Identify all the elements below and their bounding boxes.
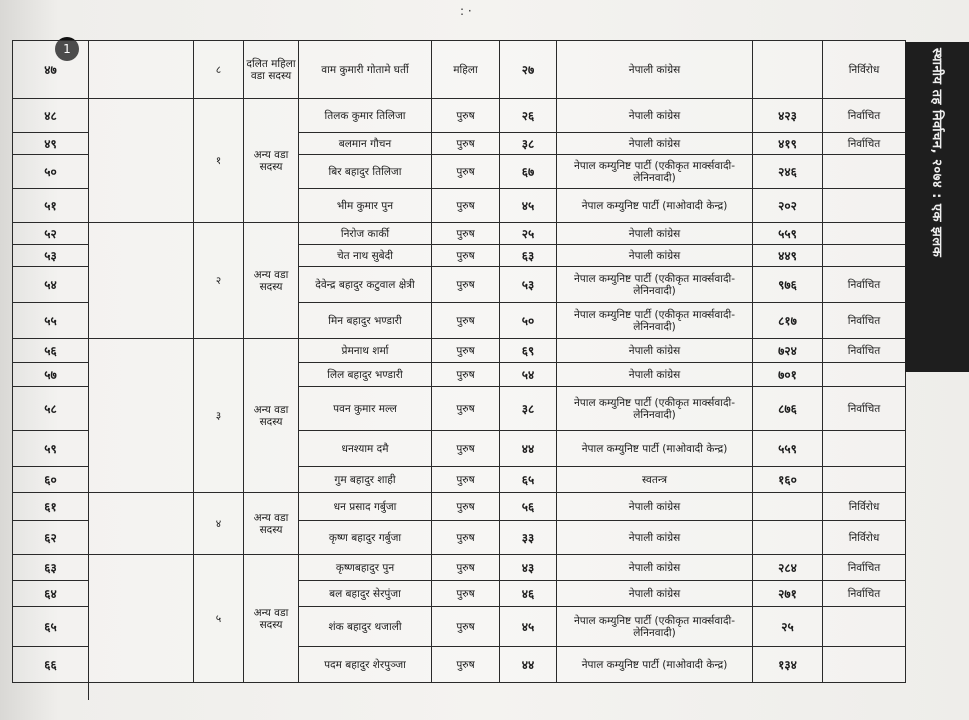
election-results-table [12, 40, 906, 683]
candidate-name-cell: धनश्याम दमै [299, 431, 432, 467]
blank-cell [89, 223, 194, 339]
votes-cell: ८७६ [753, 387, 823, 431]
serial-number-cell: ६३ [13, 555, 89, 581]
gender-cell: पुरुष [432, 521, 500, 555]
table-row [13, 99, 906, 133]
result-cell [823, 155, 906, 189]
result-cell [823, 245, 906, 267]
votes-cell: ५५९ [753, 223, 823, 245]
post-cell: अन्य वडा सदस्य [244, 339, 299, 493]
serial-number-cell: ४७ [13, 41, 89, 99]
gender-cell: पुरुष [432, 555, 500, 581]
gender-cell: महिला [432, 41, 500, 99]
votes-cell: ४२३ [753, 99, 823, 133]
result-cell [823, 431, 906, 467]
votes-cell: ४४९ [753, 245, 823, 267]
result-cell: निर्वाचित [823, 133, 906, 155]
candidate-name-cell: बल बहादुर सेरपुंजा [299, 581, 432, 607]
gender-cell: पुरुष [432, 189, 500, 223]
votes-cell: ७०१ [753, 363, 823, 387]
votes-cell: १३४ [753, 647, 823, 683]
candidate-name-cell: भीम कुमार पुन [299, 189, 432, 223]
result-cell: निर्वाचित [823, 267, 906, 303]
age-cell: ४६ [500, 581, 557, 607]
serial-number-cell: ५७ [13, 363, 89, 387]
serial-number-cell: ६६ [13, 647, 89, 683]
age-cell: ५६ [500, 493, 557, 521]
votes-cell: ५५९ [753, 431, 823, 467]
result-cell: निर्वाचित [823, 555, 906, 581]
result-cell [823, 467, 906, 493]
post-cell: अन्य वडा सदस्य [244, 99, 299, 223]
gender-cell: पुरुष [432, 303, 500, 339]
candidate-name-cell: पवन कुमार मल्ल [299, 387, 432, 431]
serial-number-cell: ५६ [13, 339, 89, 363]
ward-number-cell: ३ [194, 339, 244, 493]
age-cell: ४५ [500, 607, 557, 647]
blank-cell [89, 555, 194, 683]
ink-specks: : · [460, 4, 472, 18]
table-row [13, 223, 906, 245]
age-cell: ६७ [500, 155, 557, 189]
party-cell: नेपाली कांग्रेस [557, 363, 753, 387]
candidate-name-cell: शंक बहादुर थजाली [299, 607, 432, 647]
serial-number-cell: ५८ [13, 387, 89, 431]
votes-cell: ९७६ [753, 267, 823, 303]
party-cell: नेपाल कम्युनिष्ट पार्टी (एकीकृत मार्क्सवादी-लेनिनवादी) [557, 303, 753, 339]
result-cell [823, 223, 906, 245]
result-cell: निर्वाचित [823, 339, 906, 363]
gender-cell: पुरुष [432, 647, 500, 683]
candidate-name-cell: कृष्णबहादुर पुन [299, 555, 432, 581]
age-cell: ४५ [500, 189, 557, 223]
party-cell: स्वतन्त्र [557, 467, 753, 493]
age-cell: ४४ [500, 647, 557, 683]
ward-number-cell: १ [194, 99, 244, 223]
serial-number-cell: ५० [13, 155, 89, 189]
gender-cell: पुरुष [432, 581, 500, 607]
result-cell: निर्विरोध [823, 493, 906, 521]
party-cell: नेपाली कांग्रेस [557, 581, 753, 607]
table-row [13, 339, 906, 363]
header-strip-text: स्थानीय तह निर्वाचन, २०७४ : एक झलक [929, 48, 944, 258]
gender-cell: पुरुष [432, 223, 500, 245]
serial-number-cell: ५४ [13, 267, 89, 303]
blank-cell [89, 41, 194, 99]
post-cell: अन्य वडा सदस्य [244, 493, 299, 555]
candidate-name-cell: लिल बहादुर भण्डारी [299, 363, 432, 387]
party-cell: नेपाली कांग्रेस [557, 339, 753, 363]
party-cell: नेपाली कांग्रेस [557, 99, 753, 133]
gender-cell: पुरुष [432, 387, 500, 431]
age-cell: २७ [500, 41, 557, 99]
candidate-name-cell: बलमान गौचन [299, 133, 432, 155]
votes-cell: २४६ [753, 155, 823, 189]
serial-number-cell: ५९ [13, 431, 89, 467]
votes-cell [753, 41, 823, 99]
candidate-name-cell: चेत नाथ सुबेदी [299, 245, 432, 267]
ward-number-cell: ४ [194, 493, 244, 555]
table-row [13, 493, 906, 521]
result-cell: निर्विरोध [823, 41, 906, 99]
serial-number-cell: ६२ [13, 521, 89, 555]
votes-cell: ८१७ [753, 303, 823, 339]
result-cell: निर्वाचित [823, 99, 906, 133]
votes-cell [753, 493, 823, 521]
party-cell: नेपाल कम्युनिष्ट पार्टी (एकीकृत मार्क्सवादी-लेनिनवादी) [557, 387, 753, 431]
age-cell: ६५ [500, 467, 557, 493]
result-cell [823, 607, 906, 647]
party-cell: नेपाली कांग्रेस [557, 493, 753, 521]
serial-number-cell: ५५ [13, 303, 89, 339]
party-cell: नेपाल कम्युनिष्ट पार्टी (एकीकृत मार्क्सवादी-लेनिनवादी) [557, 155, 753, 189]
candidate-name-cell: देवेन्द्र बहादुर कटुवाल क्षेत्री [299, 267, 432, 303]
result-cell: निर्वाचित [823, 387, 906, 431]
party-cell: नेपाली कांग्रेस [557, 223, 753, 245]
party-cell: नेपाली कांग्रेस [557, 521, 753, 555]
votes-cell: १६० [753, 467, 823, 493]
blank-cell [89, 339, 194, 493]
gender-cell: पुरुष [432, 339, 500, 363]
candidate-name-cell: बिर बहादुर तिलिजा [299, 155, 432, 189]
candidate-name-cell: वाम कुमारी गोतामे घर्ती [299, 41, 432, 99]
gender-cell: पुरुष [432, 155, 500, 189]
table-row [13, 41, 906, 99]
serial-number-cell: ६४ [13, 581, 89, 607]
votes-cell: २८४ [753, 555, 823, 581]
gender-cell: पुरुष [432, 133, 500, 155]
serial-number-cell: ५३ [13, 245, 89, 267]
votes-cell: २०२ [753, 189, 823, 223]
gender-cell: पुरुष [432, 99, 500, 133]
age-cell: २६ [500, 99, 557, 133]
party-cell: नेपाल कम्युनिष्ट पार्टी (एकीकृत मार्क्सवादी-लेनिनवादी) [557, 607, 753, 647]
party-cell: नेपाली कांग्रेस [557, 133, 753, 155]
votes-cell: ७२४ [753, 339, 823, 363]
gender-cell: पुरुष [432, 467, 500, 493]
gender-cell: पुरुष [432, 363, 500, 387]
result-cell [823, 647, 906, 683]
party-cell: नेपाली कांग्रेस [557, 245, 753, 267]
blank-cell [89, 493, 194, 555]
header-strip [905, 42, 969, 372]
candidate-name-cell: कृष्ण बहादुर गर्बुजा [299, 521, 432, 555]
result-cell: निर्वाचित [823, 581, 906, 607]
age-cell: ५० [500, 303, 557, 339]
age-cell: ५४ [500, 363, 557, 387]
age-cell: ३३ [500, 521, 557, 555]
party-cell: नेपाल कम्युनिष्ट पार्टी (माओवादी केन्द्र) [557, 431, 753, 467]
ward-number-cell: ८ [194, 41, 244, 99]
age-cell: २५ [500, 223, 557, 245]
candidate-name-cell: गुम बहादुर शाही [299, 467, 432, 493]
post-cell: अन्य वडा सदस्य [244, 223, 299, 339]
party-cell: नेपाल कम्युनिष्ट पार्टी (माओवादी केन्द्र) [557, 647, 753, 683]
age-cell: ३८ [500, 133, 557, 155]
serial-number-cell: ४८ [13, 99, 89, 133]
candidate-name-cell: निरोज कार्की [299, 223, 432, 245]
serial-number-cell: ६० [13, 467, 89, 493]
age-cell: ६९ [500, 339, 557, 363]
gender-cell: पुरुष [432, 431, 500, 467]
serial-number-cell: ६५ [13, 607, 89, 647]
party-cell: नेपाली कांग्रेस [557, 41, 753, 99]
votes-cell [753, 521, 823, 555]
gender-cell: पुरुष [432, 493, 500, 521]
candidate-name-cell: मिन बहादुर भण्डारी [299, 303, 432, 339]
result-cell [823, 363, 906, 387]
result-cell [823, 189, 906, 223]
votes-cell: २५ [753, 607, 823, 647]
blank-cell [89, 99, 194, 223]
age-cell: ४३ [500, 555, 557, 581]
serial-number-cell: ४९ [13, 133, 89, 155]
votes-cell: २७१ [753, 581, 823, 607]
candidate-name-cell: प्रेमनाथ शर्मा [299, 339, 432, 363]
candidate-name-cell: तिलक कुमार तिलिजा [299, 99, 432, 133]
serial-number-cell: ५१ [13, 189, 89, 223]
post-cell: अन्य वडा सदस्य [244, 555, 299, 683]
ward-number-cell: २ [194, 223, 244, 339]
age-cell: ४४ [500, 431, 557, 467]
serial-number-cell: ५२ [13, 223, 89, 245]
page-circle-marker: 1 [55, 37, 79, 61]
age-cell: ३८ [500, 387, 557, 431]
gender-cell: पुरुष [432, 267, 500, 303]
party-cell: नेपाल कम्युनिष्ट पार्टी (एकीकृत मार्क्सवादी-लेनिनवादी) [557, 267, 753, 303]
party-cell: नेपाली कांग्रेस [557, 555, 753, 581]
gender-cell: पुरुष [432, 607, 500, 647]
votes-cell: ४१९ [753, 133, 823, 155]
table-row [13, 555, 906, 581]
result-cell: निर्विरोध [823, 521, 906, 555]
ward-number-cell: ५ [194, 555, 244, 683]
age-cell: ६३ [500, 245, 557, 267]
gender-cell: पुरुष [432, 245, 500, 267]
party-cell: नेपाल कम्युनिष्ट पार्टी (माओवादी केन्द्र) [557, 189, 753, 223]
post-cell: दलित महिला वडा सदस्य [244, 41, 299, 99]
result-cell: निर्वाचित [823, 303, 906, 339]
candidate-name-cell: पदम बहादुर शेरपुञ्जा [299, 647, 432, 683]
serial-number-cell: ६१ [13, 493, 89, 521]
age-cell: ५३ [500, 267, 557, 303]
candidate-name-cell: धन प्रसाद गर्बुजा [299, 493, 432, 521]
